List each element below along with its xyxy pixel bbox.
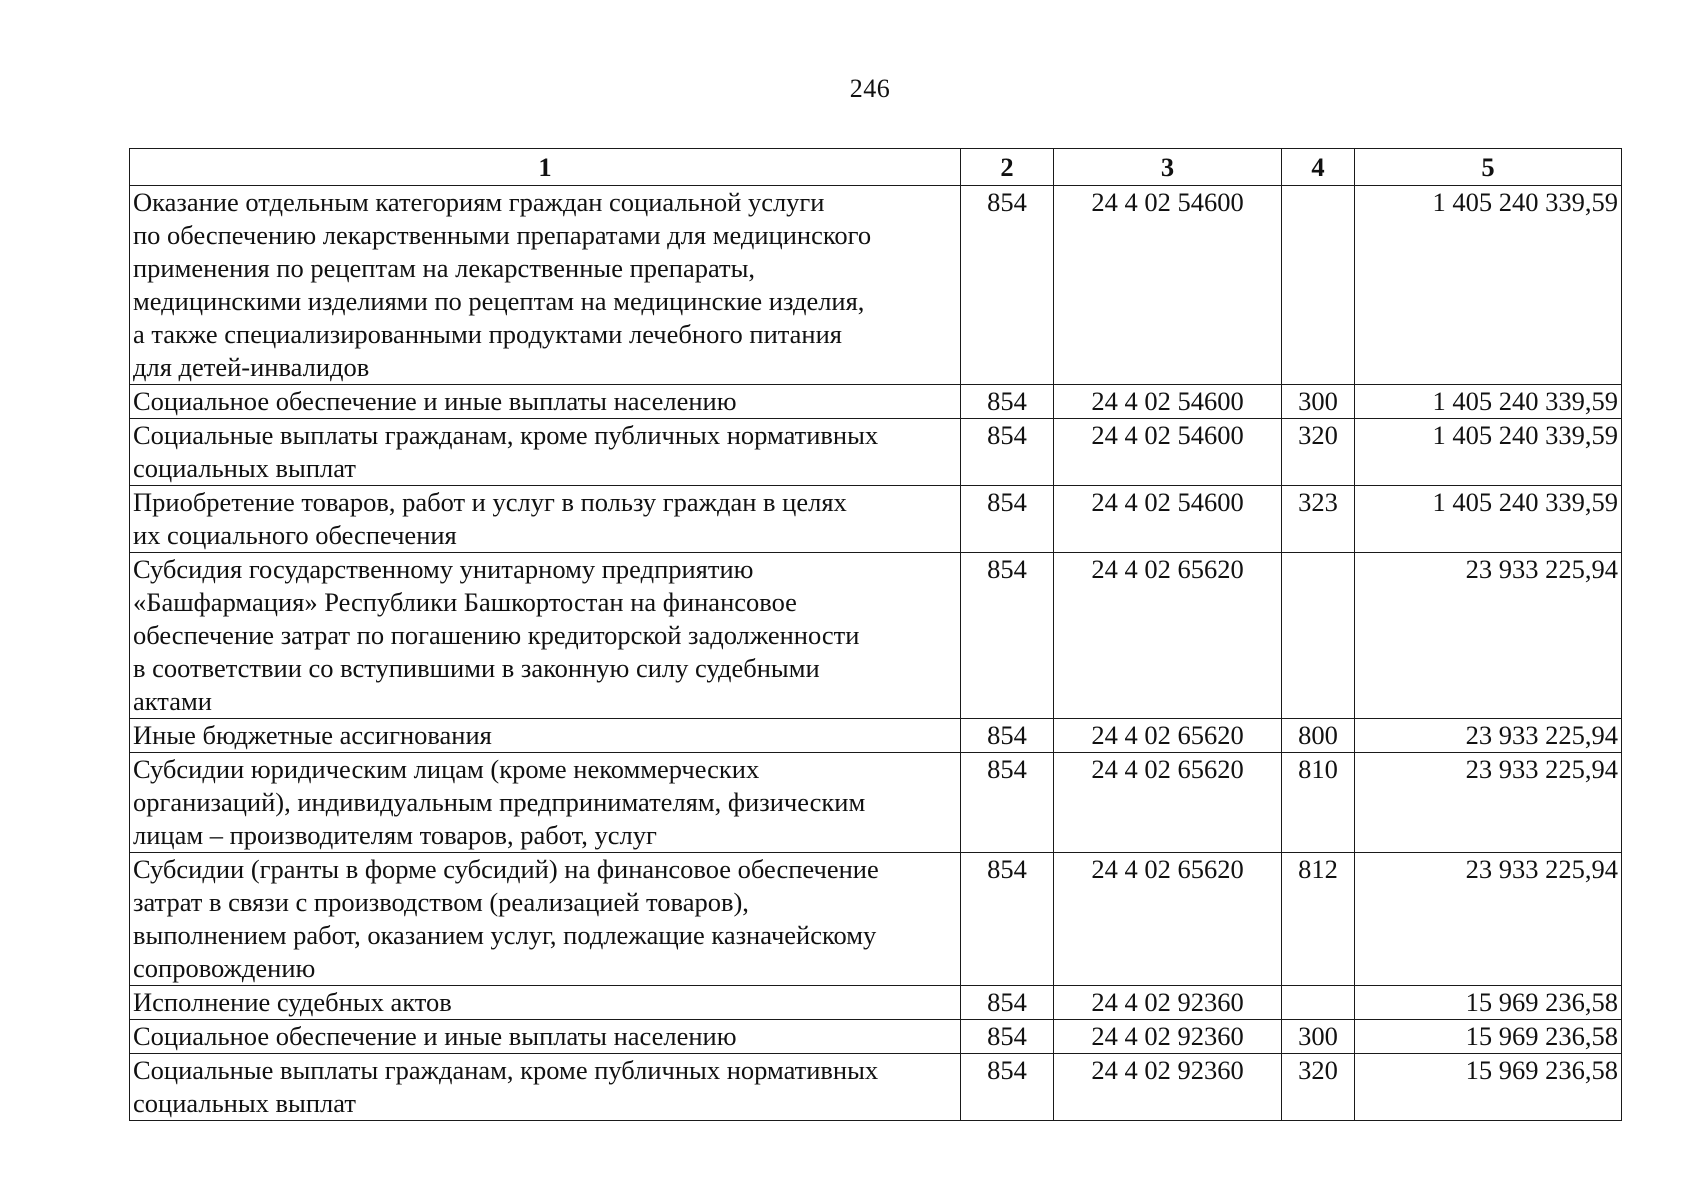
row-gr-cell: 854 — [961, 1054, 1054, 1121]
row-vr-cell — [1282, 186, 1355, 385]
row-csr-cell: 24 4 02 54600 — [1054, 385, 1282, 419]
row-gr-cell: 854 — [961, 385, 1054, 419]
row-vr-cell: 800 — [1282, 719, 1355, 753]
row-gr-cell: 854 — [961, 486, 1054, 553]
row-csr-cell: 24 4 02 54600 — [1054, 419, 1282, 486]
table-row — [130, 385, 1622, 419]
row-name-cell: Социальные выплаты гражданам, кроме публичных нормативных социальных выплат — [130, 419, 961, 486]
row-csr-cell: 24 4 02 92360 — [1054, 1054, 1282, 1121]
row-vr-cell — [1282, 553, 1355, 719]
row-csr-cell: 24 4 02 65620 — [1054, 719, 1282, 753]
row-sum-cell: 1 405 240 339,59 — [1355, 486, 1622, 553]
row-csr-cell: 24 4 02 65620 — [1054, 553, 1282, 719]
row-name-cell: Приобретение товаров, работ и услуг в пользу граждан в целях их социального обеспечения — [130, 486, 961, 553]
row-sum-cell: 23 933 225,94 — [1355, 719, 1622, 753]
row-vr-cell: 300 — [1282, 385, 1355, 419]
table-row — [130, 753, 1622, 853]
row-name-cell: Субсидия государственному унитарному предприятию «Башфармация» Республики Башкортостан на финансовое обеспечение затрат по погашению кредиторской задолженности в соответствии со вступившими в законную силу судебными актами — [130, 553, 961, 719]
table-row — [130, 719, 1622, 753]
row-gr-cell: 854 — [961, 419, 1054, 486]
table-row — [130, 1054, 1622, 1121]
row-csr-cell: 24 4 02 54600 — [1054, 186, 1282, 385]
row-vr-cell: 323 — [1282, 486, 1355, 553]
row-csr-cell: 24 4 02 54600 — [1054, 486, 1282, 553]
row-vr-cell: 320 — [1282, 419, 1355, 486]
table-body — [130, 186, 1622, 1121]
row-sum-cell: 1 405 240 339,59 — [1355, 186, 1622, 385]
table-row — [130, 419, 1622, 486]
column-header: 4 — [1282, 149, 1355, 186]
row-sum-cell: 23 933 225,94 — [1355, 753, 1622, 853]
row-sum-cell: 15 969 236,58 — [1355, 1020, 1622, 1054]
row-vr-cell: 810 — [1282, 753, 1355, 853]
row-gr-cell: 854 — [961, 1020, 1054, 1054]
row-sum-cell: 1 405 240 339,59 — [1355, 419, 1622, 486]
table-row — [130, 1020, 1622, 1054]
row-sum-cell: 15 969 236,58 — [1355, 1054, 1622, 1121]
table-header-row — [130, 149, 1622, 186]
row-name-cell: Социальное обеспечение и иные выплаты населению — [130, 385, 961, 419]
row-sum-cell: 23 933 225,94 — [1355, 553, 1622, 719]
table-row — [130, 553, 1622, 719]
budget-table — [129, 148, 1622, 1121]
row-vr-cell: 812 — [1282, 853, 1355, 986]
row-gr-cell: 854 — [961, 853, 1054, 986]
row-vr-cell: 320 — [1282, 1054, 1355, 1121]
column-header: 2 — [961, 149, 1054, 186]
table-row — [130, 486, 1622, 553]
row-gr-cell: 854 — [961, 719, 1054, 753]
row-sum-cell: 1 405 240 339,59 — [1355, 385, 1622, 419]
row-sum-cell: 15 969 236,58 — [1355, 986, 1622, 1020]
row-name-cell: Социальное обеспечение и иные выплаты населению — [130, 1020, 961, 1054]
row-name-cell: Субсидии юридическим лицам (кроме некоммерческих организаций), индивидуальным предпринимателям, физическим лицам – производителям товаров, работ, услуг — [130, 753, 961, 853]
column-header: 5 — [1355, 149, 1622, 186]
row-name-cell: Иные бюджетные ассигнования — [130, 719, 961, 753]
row-csr-cell: 24 4 02 65620 — [1054, 753, 1282, 853]
row-name-cell: Субсидии (гранты в форме субсидий) на финансовое обеспечение затрат в связи с производством (реализацией товаров), выполнением работ, оказанием услуг, подлежащие казначейскому сопровождению — [130, 853, 961, 986]
column-header: 3 — [1054, 149, 1282, 186]
row-csr-cell: 24 4 02 92360 — [1054, 986, 1282, 1020]
table-row — [130, 853, 1622, 986]
row-gr-cell: 854 — [961, 753, 1054, 853]
column-header: 1 — [130, 149, 961, 186]
row-csr-cell: 24 4 02 92360 — [1054, 1020, 1282, 1054]
row-vr-cell — [1282, 986, 1355, 1020]
row-vr-cell: 300 — [1282, 1020, 1355, 1054]
row-csr-cell: 24 4 02 65620 — [1054, 853, 1282, 986]
page-number: 246 — [849, 74, 891, 103]
row-sum-cell: 23 933 225,94 — [1355, 853, 1622, 986]
table-row — [130, 186, 1622, 385]
row-name-cell: Исполнение судебных актов — [130, 986, 961, 1020]
row-gr-cell: 854 — [961, 986, 1054, 1020]
row-name-cell: Социальные выплаты гражданам, кроме публичных нормативных социальных выплат — [130, 1054, 961, 1121]
row-name-cell: Оказание отдельным категориям граждан социальной услуги по обеспечению лекарственными препаратами для медицинского применения по рецептам на лекарственные препараты, медицинскими изделиями по рецептам на медицинские изделия, а также специализированными продуктами лечебного питания для детей-инвалидов — [130, 186, 961, 385]
table-row — [130, 986, 1622, 1020]
row-gr-cell: 854 — [961, 186, 1054, 385]
row-gr-cell: 854 — [961, 553, 1054, 719]
